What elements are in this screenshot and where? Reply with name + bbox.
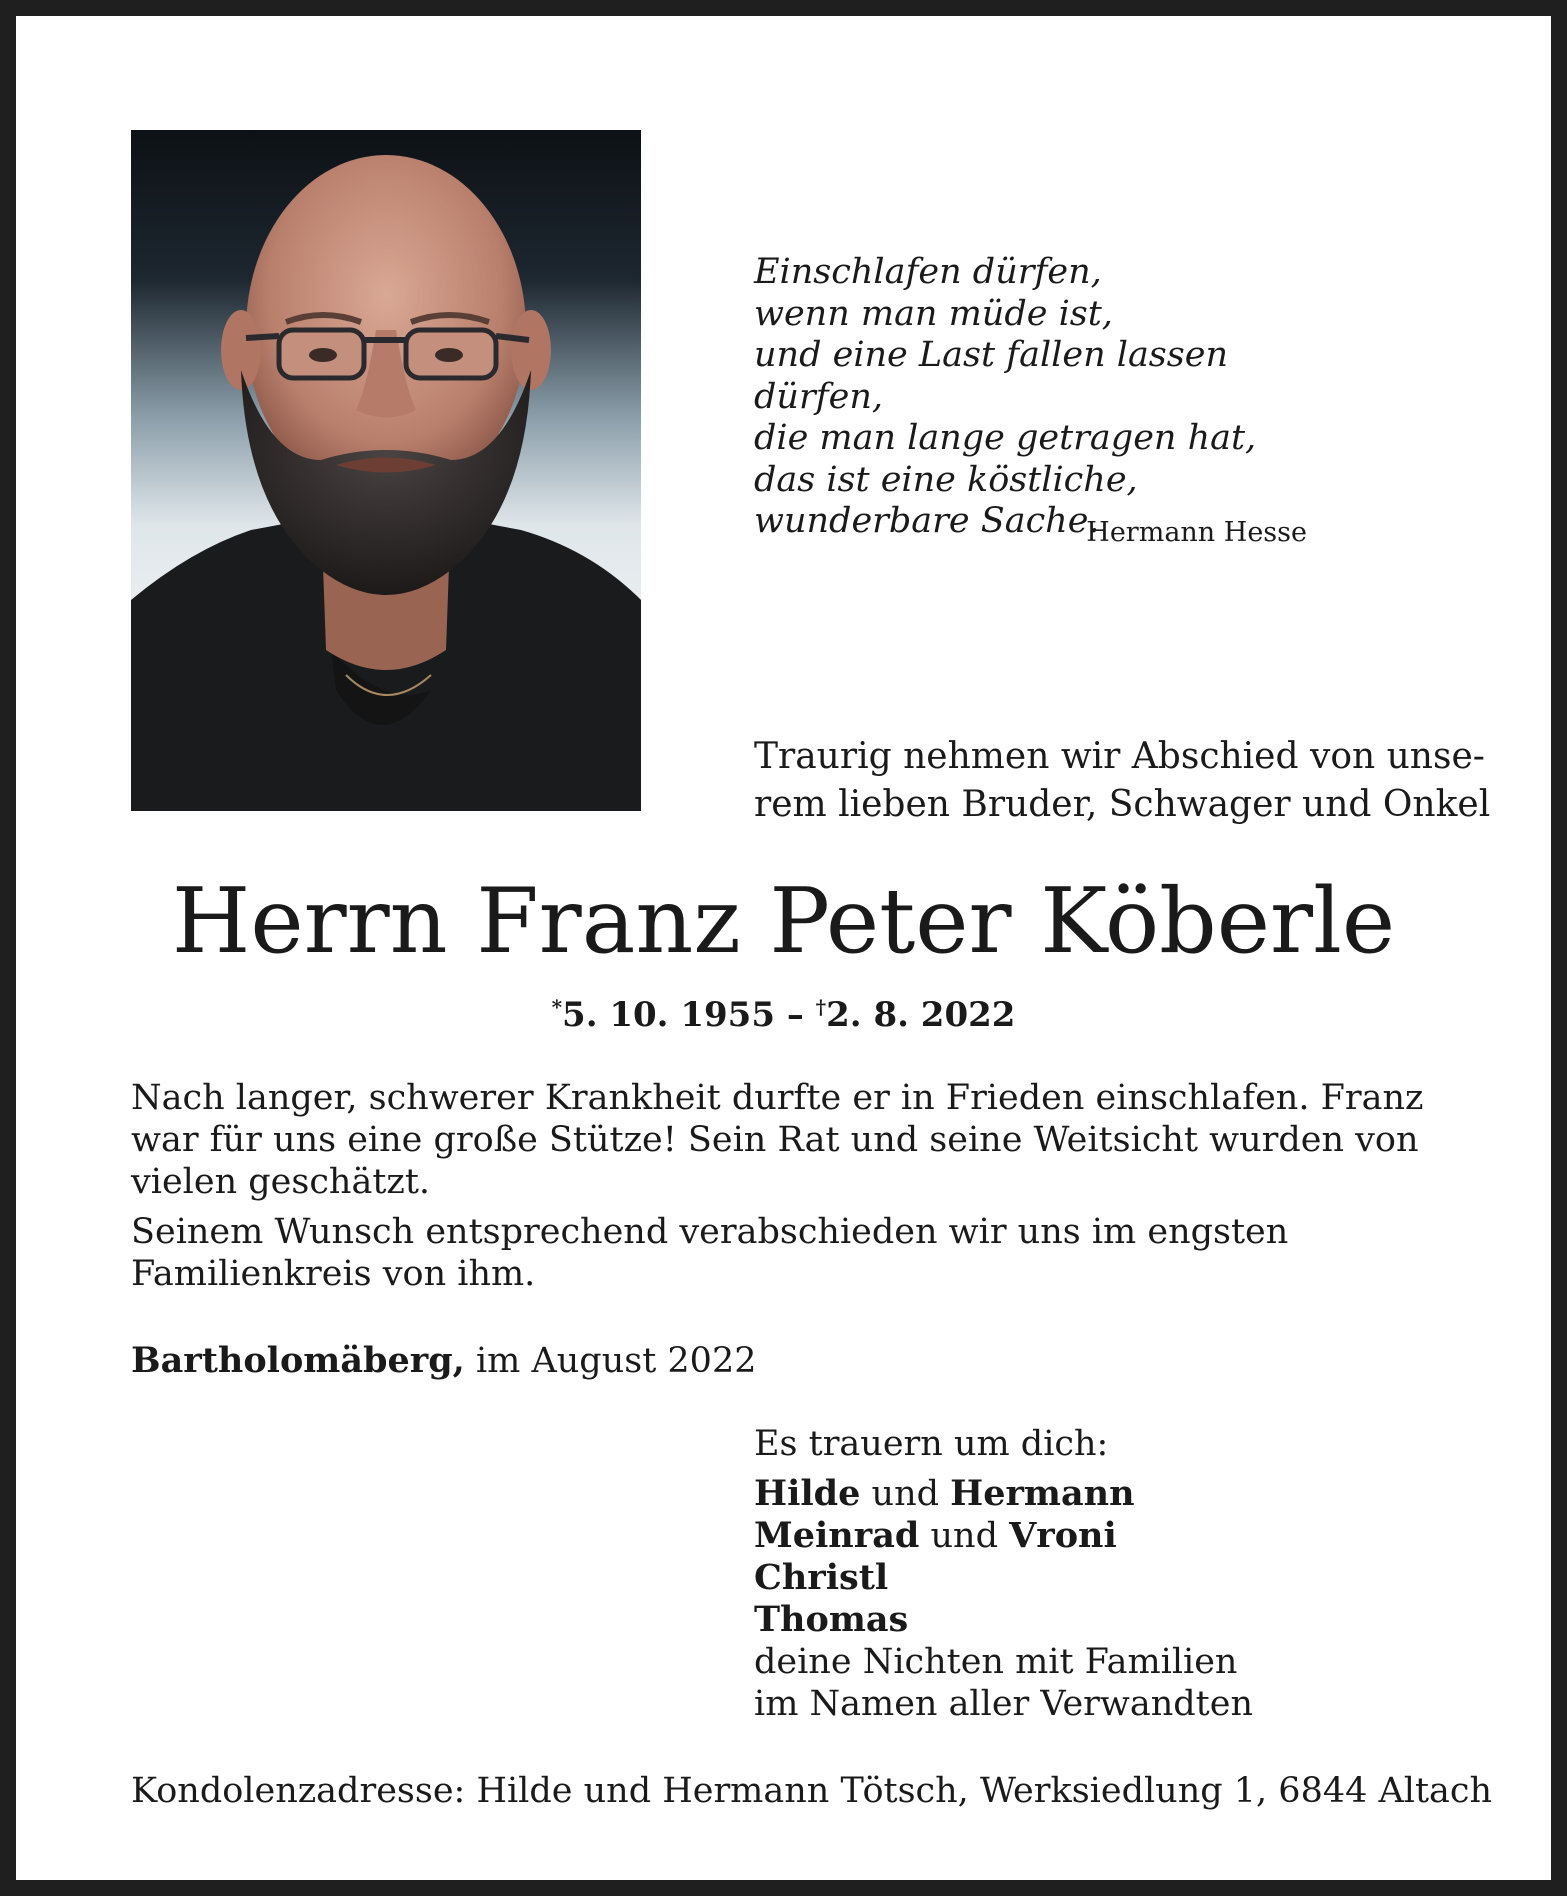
mourner-name: Christl bbox=[754, 1557, 889, 1598]
intro-line: rem lieben Bruder, Schwager und Onkel bbox=[754, 784, 1491, 825]
mourner-name: Meinrad bbox=[754, 1515, 920, 1556]
farewell-intro bbox=[754, 733, 1491, 829]
poem-line: die man lange getragen hat, bbox=[754, 418, 1257, 458]
place-town: Bartholomäberg, bbox=[131, 1340, 465, 1381]
mourners-heading: Es trauern um dich: bbox=[754, 1424, 1109, 1464]
mourner-name: Hilde bbox=[754, 1473, 861, 1514]
portrait-image bbox=[131, 130, 641, 811]
poem-line: wenn man müde ist, bbox=[754, 293, 1113, 334]
mourner-extra: deine Nichten mit Familien bbox=[754, 1642, 1238, 1682]
obituary-text bbox=[131, 1077, 1437, 1303]
death-symbol: † bbox=[815, 995, 827, 1019]
mourner-line bbox=[754, 1557, 1394, 1599]
poem-line: das ist eine köstliche, bbox=[754, 459, 1138, 500]
portrait-photo bbox=[131, 130, 641, 811]
mourner-conj: und bbox=[919, 1516, 1010, 1556]
deceased-name: Herrn Franz Peter Köberle bbox=[171, 869, 1396, 974]
poem-line: wunderbare Sache. bbox=[754, 501, 1100, 541]
mourner-extra: im Namen aller Verwandten bbox=[754, 1684, 1253, 1724]
mourner-name: Hermann bbox=[950, 1473, 1135, 1514]
poem-line: und eine Last fallen lassen dürfen, bbox=[754, 335, 1228, 417]
text-paragraph: Nach langer, schwerer Krankheit durfte er in Frieden einschlafen. Franz war für uns eine große Stütze! Sein Rat und seine Weitsicht wurden von vielen geschätzt. bbox=[131, 1078, 1424, 1202]
mourners-list bbox=[754, 1423, 1394, 1725]
intro-line: Traurig nehmen wir Abschied von unse- bbox=[754, 736, 1485, 777]
mourner-name: Vroni bbox=[1009, 1515, 1117, 1556]
date-separator: – bbox=[774, 995, 816, 1035]
place-month: im August 2022 bbox=[464, 1341, 757, 1381]
poem-author: Hermann Hesse bbox=[1086, 517, 1307, 548]
mourner-conj: und bbox=[860, 1474, 951, 1514]
mourner-name: Thomas bbox=[754, 1599, 909, 1640]
text-paragraph: Seinem Wunsch entsprechend verabschieden wir uns im engsten Familienkreis von ihm. bbox=[131, 1212, 1289, 1294]
death-date: 2. 8. 2022 bbox=[826, 995, 1016, 1035]
mourner-line bbox=[754, 1473, 1394, 1515]
life-dates bbox=[130, 995, 1437, 1035]
birth-date: 5. 10. 1955 bbox=[562, 995, 775, 1035]
mourner-line bbox=[754, 1515, 1394, 1557]
poem-quote bbox=[754, 252, 1314, 543]
poem-line: Einschlafen dürfen, bbox=[754, 252, 1102, 292]
condolence-address: Kondolenzadresse: Hilde und Hermann Tötsch, Werksiedlung 1, 6844 Altach bbox=[131, 1771, 1493, 1811]
place-date bbox=[131, 1340, 1031, 1381]
birth-symbol: * bbox=[551, 995, 563, 1019]
mourner-line bbox=[754, 1599, 1394, 1641]
